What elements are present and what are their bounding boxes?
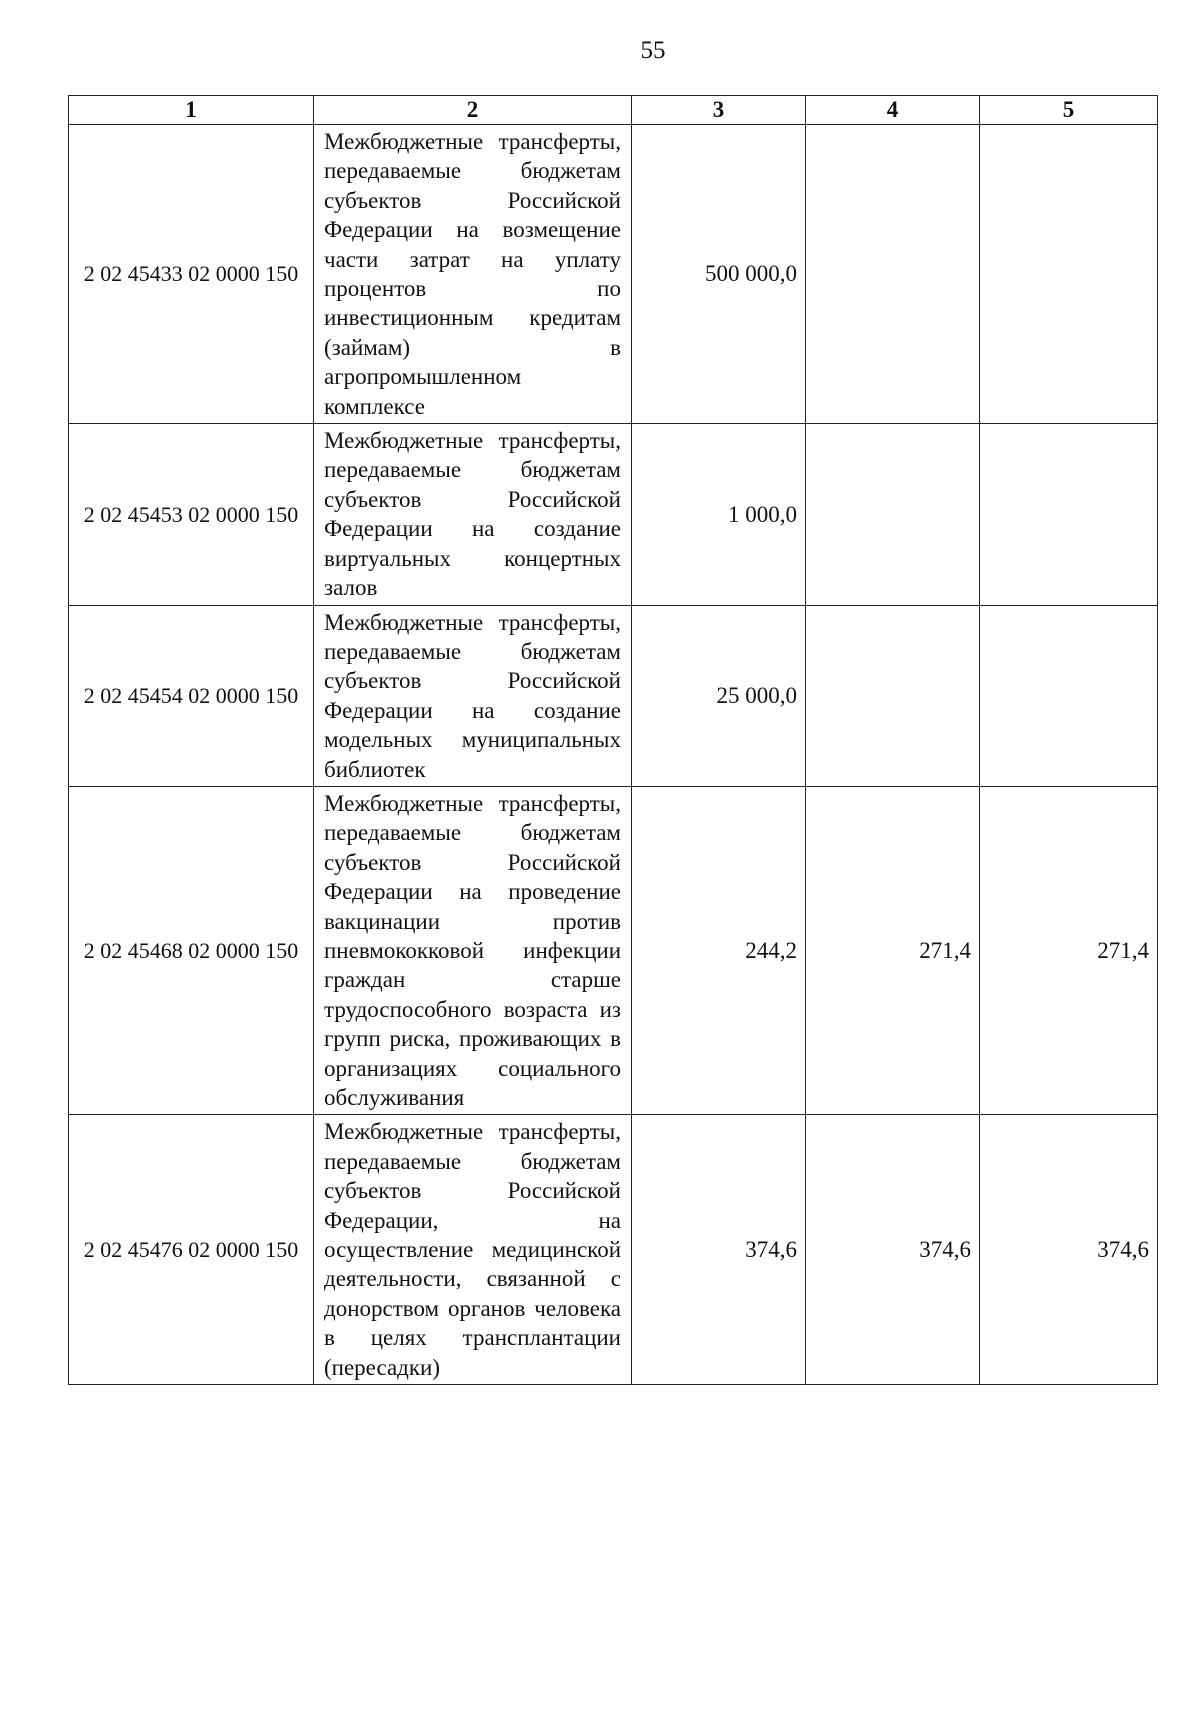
table-row bbox=[69, 125, 1158, 424]
description-cell: Межбюджетные трансферты, передаваемые бюджетам субъектов Российской Федерации на создание виртуальных концертных залов bbox=[314, 424, 632, 605]
amount-col3-cell: 500 000,0 bbox=[632, 125, 806, 424]
budget-code-cell: 2 02 45454 02 0000 150 bbox=[69, 605, 314, 786]
amount-col5-cell: 374,6 bbox=[980, 1115, 1158, 1385]
table-row bbox=[69, 424, 1158, 605]
amount-col5-cell: 271,4 bbox=[980, 786, 1158, 1114]
table-row bbox=[69, 1115, 1158, 1385]
amount-col5-cell bbox=[980, 424, 1158, 605]
amount-col5-cell bbox=[980, 605, 1158, 786]
table-row bbox=[69, 786, 1158, 1114]
budget-code-cell: 2 02 45433 02 0000 150 bbox=[69, 125, 314, 424]
column-header-2: 2 bbox=[314, 96, 632, 125]
description-cell: Межбюджетные трансферты, передаваемые бюджетам субъектов Российской Федерации на создание модельных муниципальных библиотек bbox=[314, 605, 632, 786]
amount-col4-cell: 271,4 bbox=[806, 786, 980, 1114]
budget-table bbox=[68, 95, 1158, 1385]
budget-code-cell: 2 02 45453 02 0000 150 bbox=[69, 424, 314, 605]
column-header-4: 4 bbox=[806, 96, 980, 125]
amount-col4-cell bbox=[806, 125, 980, 424]
column-header-1: 1 bbox=[69, 96, 314, 125]
page-number: 55 bbox=[640, 37, 666, 64]
description-cell: Межбюджетные трансферты, передаваемые бюджетам субъектов Российской Федерации на проведение вакцинации против пневмококковой инфекции граждан старше трудоспособного возраста из групп риска, проживающих в организациях социального обслуживания bbox=[314, 786, 632, 1114]
budget-code-cell: 2 02 45468 02 0000 150 bbox=[69, 786, 314, 1114]
amount-col3-cell: 25 000,0 bbox=[632, 605, 806, 786]
description-cell: Межбюджетные трансферты, передаваемые бюджетам субъектов Российской Федерации, на осуществление медицинской деятельности, связанной с донорством органов человека в целях трансплантации (пересадки) bbox=[314, 1115, 632, 1385]
header-row bbox=[69, 96, 1158, 125]
amount-col5-cell bbox=[980, 125, 1158, 424]
amount-col4-cell bbox=[806, 424, 980, 605]
description-cell: Межбюджетные трансферты, передаваемые бюджетам субъектов Российской Федерации на возмещение части затрат на уплату процентов по инвестиционным кредитам (займам) в агропромышленном комплексе bbox=[314, 125, 632, 424]
column-header-3: 3 bbox=[632, 96, 806, 125]
amount-col3-cell: 374,6 bbox=[632, 1115, 806, 1385]
amount-col4-cell bbox=[806, 605, 980, 786]
amount-col4-cell: 374,6 bbox=[806, 1115, 980, 1385]
column-header-5: 5 bbox=[980, 96, 1158, 125]
table-row bbox=[69, 605, 1158, 786]
amount-col3-cell: 1 000,0 bbox=[632, 424, 806, 605]
amount-col3-cell: 244,2 bbox=[632, 786, 806, 1114]
budget-code-cell: 2 02 45476 02 0000 150 bbox=[69, 1115, 314, 1385]
